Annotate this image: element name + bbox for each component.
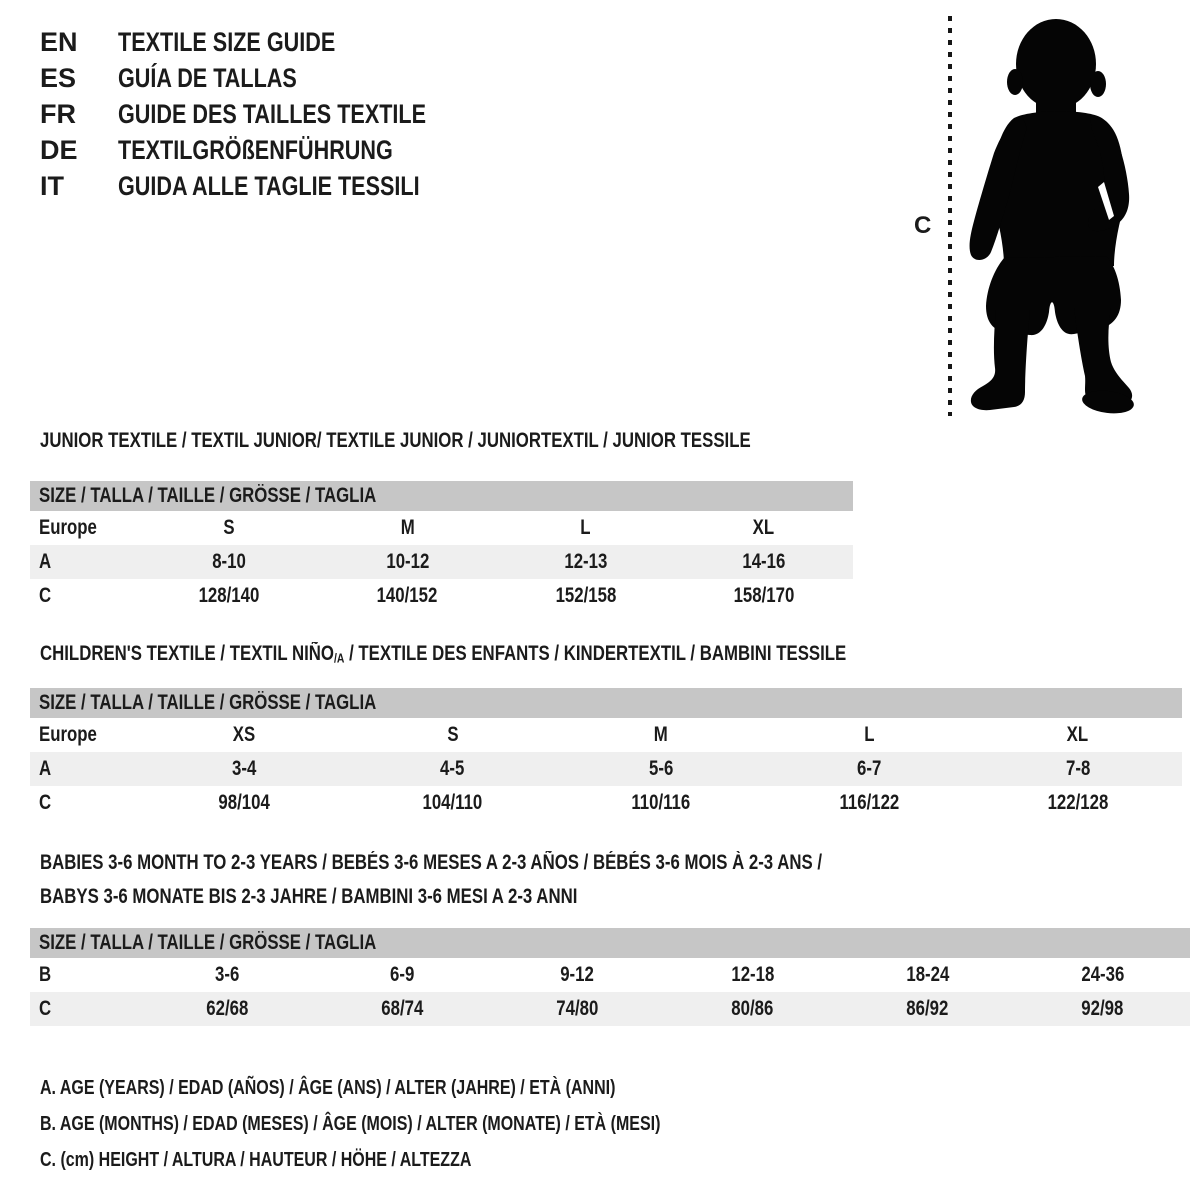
table-cell: A xyxy=(39,757,52,780)
table-row xyxy=(30,545,853,579)
table-cell: M xyxy=(400,516,415,539)
language-label: TEXTILGRÖßENFÜHRUNG xyxy=(118,134,393,165)
language-row xyxy=(40,24,503,60)
table-cell: A xyxy=(39,550,52,573)
language-label: GUIDE DES TAILLES TEXTILE xyxy=(118,98,427,129)
table-cell: M xyxy=(653,723,668,746)
table-cell: 140/152 xyxy=(376,584,438,607)
table-cell: Europe xyxy=(39,723,97,746)
language-code: FR xyxy=(40,98,76,129)
table-cell: 8-10 xyxy=(212,550,246,573)
table-cell: 158/170 xyxy=(733,584,795,607)
baby-silhouette-icon xyxy=(962,14,1137,418)
table-cell: L xyxy=(580,516,591,539)
table-cell: 98/104 xyxy=(218,791,270,814)
table-cell: 116/122 xyxy=(839,791,900,814)
section-title-babies: BABIES 3-6 MONTH TO 2-3 YEARS / BEBÉS 3-6 MESES A 2-3 AÑOS / BÉBÉS 3-6 MOIS À 2-3 ANS / BABYS 3-6 MONATE BIS 2-3 JAHRE / BAMBINI 3-6 MESI A 2-3 ANNI xyxy=(40,851,823,908)
table-row xyxy=(30,992,1190,1026)
language-code: IT xyxy=(40,170,64,201)
table-cell: 122/128 xyxy=(1047,791,1109,814)
table-row xyxy=(30,786,1182,820)
table-cell: 14-16 xyxy=(742,550,786,573)
table-cell: 5-6 xyxy=(648,757,674,780)
language-row xyxy=(40,60,503,96)
language-row xyxy=(40,168,503,204)
junior-size-table xyxy=(30,481,853,613)
table-row xyxy=(30,579,853,613)
table-cell: S xyxy=(223,516,235,539)
language-code: EN xyxy=(40,26,78,57)
size-header-bar: SIZE / TALLA / TAILLE / GRÖSSE / TAGLIA xyxy=(30,481,853,511)
table-cell: 12-18 xyxy=(731,963,774,986)
section-title-children: CHILDREN'S TEXTILE / TEXTIL NIÑO/A / TEXTILE DES ENFANTS / KINDERTEXTIL / BAMBINI TESSILE xyxy=(40,642,847,666)
table-cell: 18-24 xyxy=(906,963,949,986)
legend xyxy=(40,1070,816,1178)
table-row xyxy=(30,752,1182,786)
title-subscript: /A xyxy=(333,650,345,666)
table-cell: XL xyxy=(753,516,775,539)
language-code: DE xyxy=(40,134,78,165)
size-header-bar: SIZE / TALLA / TAILLE / GRÖSSE / TAGLIA xyxy=(30,928,1190,958)
language-label: GUIDA ALLE TAGLIE TESSILI xyxy=(118,170,420,201)
table-cell: 74/80 xyxy=(556,997,599,1020)
table-cell: 110/116 xyxy=(631,791,691,814)
table-cell: C xyxy=(39,584,52,607)
table-cell: 86/92 xyxy=(906,997,949,1020)
table-row xyxy=(30,511,853,545)
size-header-bar: SIZE / TALLA / TAILLE / GRÖSSE / TAGLIA xyxy=(30,688,1182,718)
table-cell: B xyxy=(39,963,52,986)
table-cell: 7-8 xyxy=(1065,757,1090,780)
table-cell: C xyxy=(39,997,52,1020)
table-cell: C xyxy=(39,791,52,814)
table-cell: 12-13 xyxy=(564,550,608,573)
table-cell: XS xyxy=(232,723,256,746)
height-label-c: C xyxy=(914,212,932,239)
table-cell: XL xyxy=(1067,723,1089,746)
table-cell: 68/74 xyxy=(381,997,424,1020)
language-code: ES xyxy=(40,62,77,93)
table-cell: 4-5 xyxy=(440,757,465,780)
table-cell: L xyxy=(864,723,875,746)
table-cell: 9-12 xyxy=(560,963,595,986)
section-title-junior: JUNIOR TEXTILE / TEXTIL JUNIOR/ TEXTILE JUNIOR / JUNIORTEXTIL / JUNIOR TESSILE xyxy=(40,429,751,452)
table-row xyxy=(30,958,1190,992)
height-dashed-line xyxy=(948,16,952,416)
table-cell: 152/158 xyxy=(555,584,616,607)
table-cell: S xyxy=(446,723,459,746)
legend-line-b: B. AGE (MONTHS) / EDAD (MESES) / ÂGE (MOIS) / ALTER (MONATE) / ETÀ (MESI) xyxy=(40,1112,661,1135)
table-cell: 6-9 xyxy=(390,963,415,986)
table-cell: Europe xyxy=(39,516,97,539)
table-cell: 80/86 xyxy=(731,997,774,1020)
table-cell: 128/140 xyxy=(198,584,260,607)
table-cell: 6-7 xyxy=(857,757,882,780)
table-cell: 104/110 xyxy=(422,791,483,814)
table-cell: 62/68 xyxy=(206,997,249,1020)
table-cell: 3-6 xyxy=(215,963,240,986)
babies-size-table xyxy=(30,928,1190,1026)
language-row xyxy=(40,132,503,168)
table-row xyxy=(30,718,1182,752)
language-label: GUÍA DE TALLAS xyxy=(118,62,297,93)
language-list xyxy=(40,24,503,204)
table-cell: 10-12 xyxy=(385,550,429,573)
table-cell: 24-36 xyxy=(1081,963,1124,986)
language-label: TEXTILE SIZE GUIDE xyxy=(118,26,336,57)
table-cell: 92/98 xyxy=(1081,997,1124,1020)
legend-line-a: A. AGE (YEARS) / EDAD (AÑOS) / ÂGE (ANS) / ALTER (JAHRE) / ETÀ (ANNI) xyxy=(40,1076,616,1099)
legend-line-c: C. (cm) HEIGHT / ALTURA / HAUTEUR / HÖHE / ALTEZZA xyxy=(40,1148,472,1171)
table-cell: 3-4 xyxy=(232,757,257,780)
children-size-table xyxy=(30,688,1182,820)
language-row xyxy=(40,96,503,132)
